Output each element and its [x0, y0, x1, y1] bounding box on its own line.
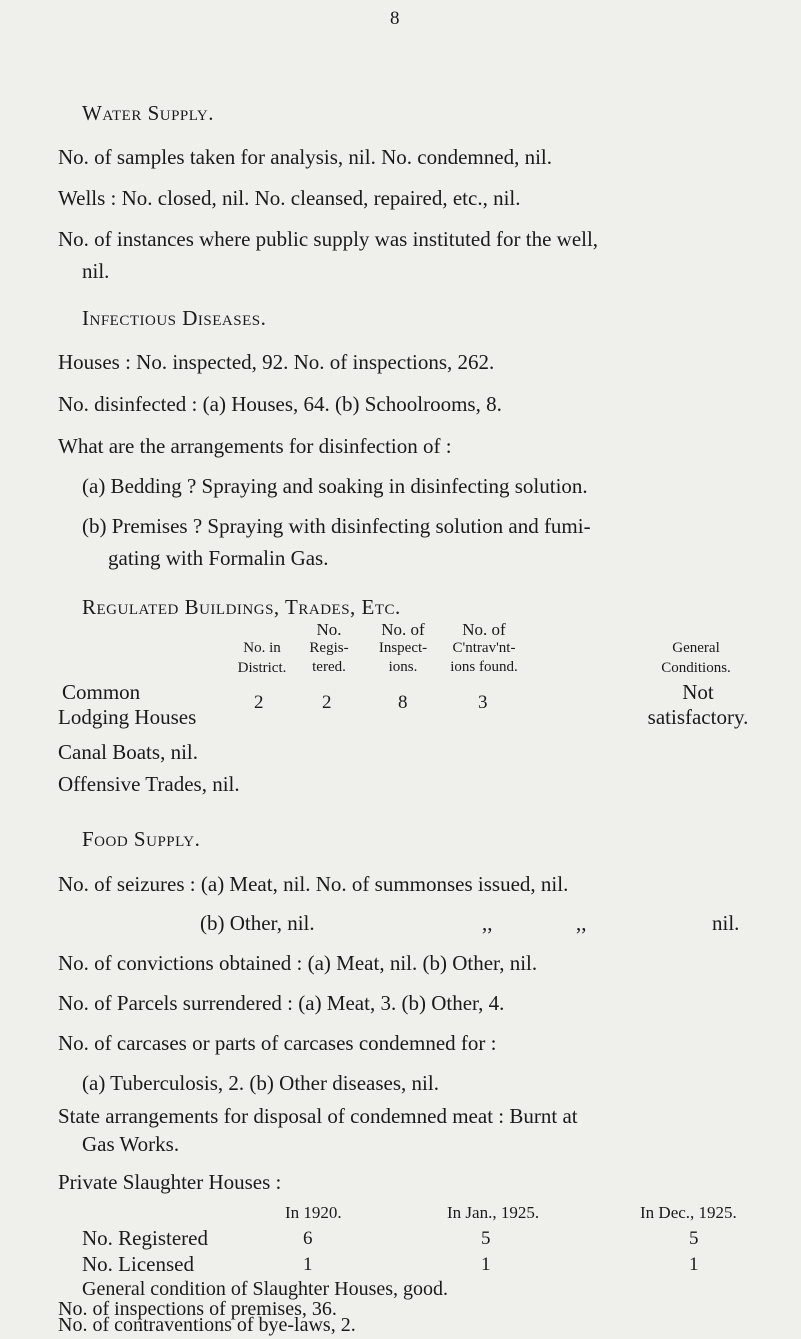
summonses-other: nil.	[712, 911, 740, 935]
col-header-district: No. in District.	[237, 640, 287, 676]
registered-1920: 6	[303, 1228, 313, 1249]
water-instances-line-2: nil.	[82, 259, 110, 283]
offensive-trades-line: Offensive Trades, nil.	[58, 772, 240, 796]
premises-line-1: (b) Premises ? Spraying with disinfecting solution and fumi-	[82, 514, 591, 538]
cell-inspections: 8	[398, 692, 408, 713]
licensed-jan-1925: 1	[481, 1254, 491, 1275]
seizures-other: (b) Other, nil.	[200, 911, 315, 935]
ditto-mark-1: ,,	[482, 911, 493, 935]
tuberculosis-line: (a) Tuberculosis, 2. (b) Other diseases, nil.	[82, 1071, 439, 1095]
cell-registered: 2	[322, 692, 332, 713]
licensed-dec-1925: 1	[689, 1254, 699, 1275]
page-number: 8	[390, 8, 400, 29]
bedding-line: (a) Bedding ? Spraying and soaking in disinfecting solution.	[82, 474, 588, 498]
slaughter-condition-line: General condition of Slaughter Houses, good.	[82, 1278, 449, 1300]
convictions-line: No. of convictions obtained : (a) Meat, nil. (b) Other, nil.	[58, 951, 538, 975]
col-header-general: General Conditions.	[661, 640, 731, 676]
carcases-line: No. of carcases or parts of carcases condemned for :	[58, 1031, 497, 1055]
col-header-contraventions: No. of C'ntrav'nt- ions found.	[450, 620, 518, 675]
disposal-line-2: Gas Works.	[82, 1132, 180, 1156]
infectious-diseases-heading: Infectious Diseases.	[82, 306, 267, 330]
registered-row-label: No. Registered	[82, 1226, 208, 1250]
disinfected-line: No. disinfected : (a) Houses, 64. (b) Schoolrooms, 8.	[58, 392, 502, 416]
cell-contraventions: 3	[478, 692, 488, 713]
col-header-jan-1925: In Jan., 1925.	[447, 1203, 540, 1222]
slaughter-heading: Private Slaughter Houses :	[58, 1170, 282, 1194]
disposal-line-1: State arrangements for disposal of condemned meat : Burnt at	[58, 1104, 578, 1128]
water-supply-heading: Water Supply.	[82, 101, 215, 125]
ditto-mark-2: ,,	[576, 911, 587, 935]
col-header-1920: In 1920.	[285, 1203, 342, 1222]
row-label-common-lodging: Common Lodging Houses	[58, 680, 197, 729]
col-header-inspections: No. of Inspect- ions.	[378, 620, 428, 675]
cell-general-conditions: Not satisfactory.	[647, 680, 749, 729]
houses-inspected-line: Houses : No. inspected, 92. No. of inspections, 262.	[58, 350, 495, 374]
licensed-1920: 1	[303, 1254, 313, 1275]
licensed-row-label: No. Licensed	[82, 1252, 194, 1276]
regulated-buildings-heading: Regulated Buildings, Trades, Etc.	[82, 595, 401, 619]
col-header-registered: No. Regis- tered.	[309, 620, 349, 675]
food-supply-heading: Food Supply.	[82, 827, 201, 851]
contraventions-line: No. of contraventions of bye-laws, 2.	[58, 1314, 356, 1336]
water-samples-line: No. of samples taken for analysis, nil. No. condemned, nil.	[58, 145, 552, 169]
water-wells-line: Wells : No. closed, nil. No. cleansed, repaired, etc., nil.	[58, 186, 521, 210]
col-header-dec-1925: In Dec., 1925.	[640, 1203, 737, 1222]
cell-district: 2	[254, 692, 264, 713]
water-instances-line-1: No. of instances where public supply was instituted for the well,	[58, 227, 599, 251]
inspections-premises-line: No. of inspections of premises, 36.	[58, 1298, 337, 1320]
seizures-line-1: No. of seizures : (a) Meat, nil. No. of summonses issued, nil.	[58, 872, 569, 896]
canal-boats-line: Canal Boats, nil.	[58, 740, 198, 764]
parcels-line: No. of Parcels surrendered : (a) Meat, 3. (b) Other, 4.	[58, 991, 505, 1015]
registered-jan-1925: 5	[481, 1228, 491, 1249]
registered-dec-1925: 5	[689, 1228, 699, 1249]
premises-line-2: gating with Formalin Gas.	[108, 546, 329, 570]
arrangements-line: What are the arrangements for disinfection of :	[58, 434, 452, 458]
